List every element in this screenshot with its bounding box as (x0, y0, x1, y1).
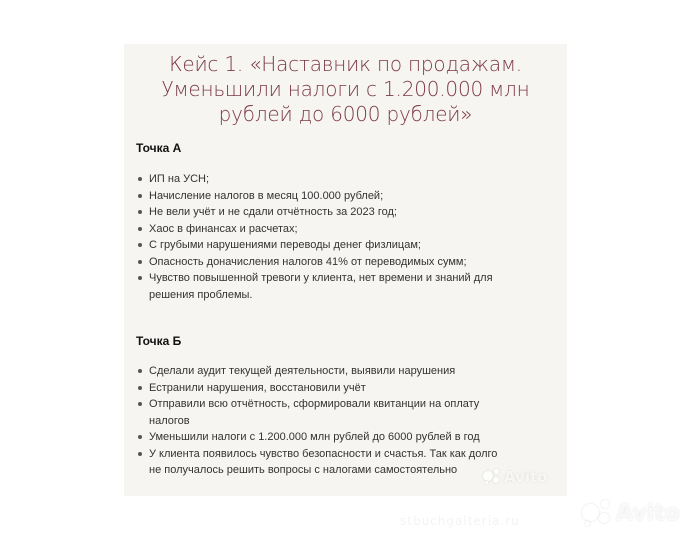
title-line: рублей до 6000 рублей» (218, 102, 473, 126)
point-b-heading: Точка Б (136, 334, 182, 348)
faint-watermark: stbuchgalteria.ru (400, 514, 520, 528)
watermark-text: Avito (616, 500, 680, 526)
list-item: Сделали аудит текущей деятельности, выявили нарушения (136, 363, 555, 380)
point-a-list (136, 171, 555, 303)
case-title (136, 52, 555, 127)
list-item: Отправили всю отчётность, сформировали квитанции на оплату (136, 396, 555, 413)
list-item: ИП на УСН; (136, 171, 555, 188)
avito-watermark-large (582, 500, 680, 526)
point-b-list (136, 363, 555, 479)
watermark-text: Avito (504, 468, 548, 486)
avito-watermark-small (483, 468, 547, 486)
list-item: У клиента появилось чувство безопасности и счастья. Так как долго (136, 446, 555, 463)
list-item: Опасность доначисления налогов 41% от переводимых сумм; (136, 254, 555, 271)
list-item: налогов (149, 414, 190, 427)
list-item: Естранили нарушения, восстановили учёт (136, 380, 555, 397)
list-item: Не вели учёт и не сдали отчётность за 2023 год; (136, 204, 555, 221)
list-item: решения проблемы. (149, 288, 253, 301)
list-item: Уменьшили налоги с 1.200.000 млн рублей до 6000 рублей в год (136, 429, 555, 446)
list-item: Начисление налогов в месяц 100.000 рублей; (136, 188, 555, 205)
title-line: Кейс 1. «Наставник по продажам. (169, 52, 522, 76)
case-card (124, 44, 567, 496)
title-line: Уменьшили налоги с 1.200.000 млн (161, 77, 530, 101)
list-item: С грубыми нарушениями переводы денег физлицам; (136, 237, 555, 254)
point-a-heading: Точка А (136, 141, 182, 155)
list-item: Хаос в финансах и расчетах; (136, 221, 555, 238)
list-item: Чувство повышенной тревоги у клиента, нет времени и знаний для (136, 270, 555, 287)
avito-logo-icon (582, 500, 612, 526)
avito-logo-icon (483, 469, 501, 485)
list-item: не получалось решить вопросы с налогами самостоятельно (149, 464, 458, 476)
